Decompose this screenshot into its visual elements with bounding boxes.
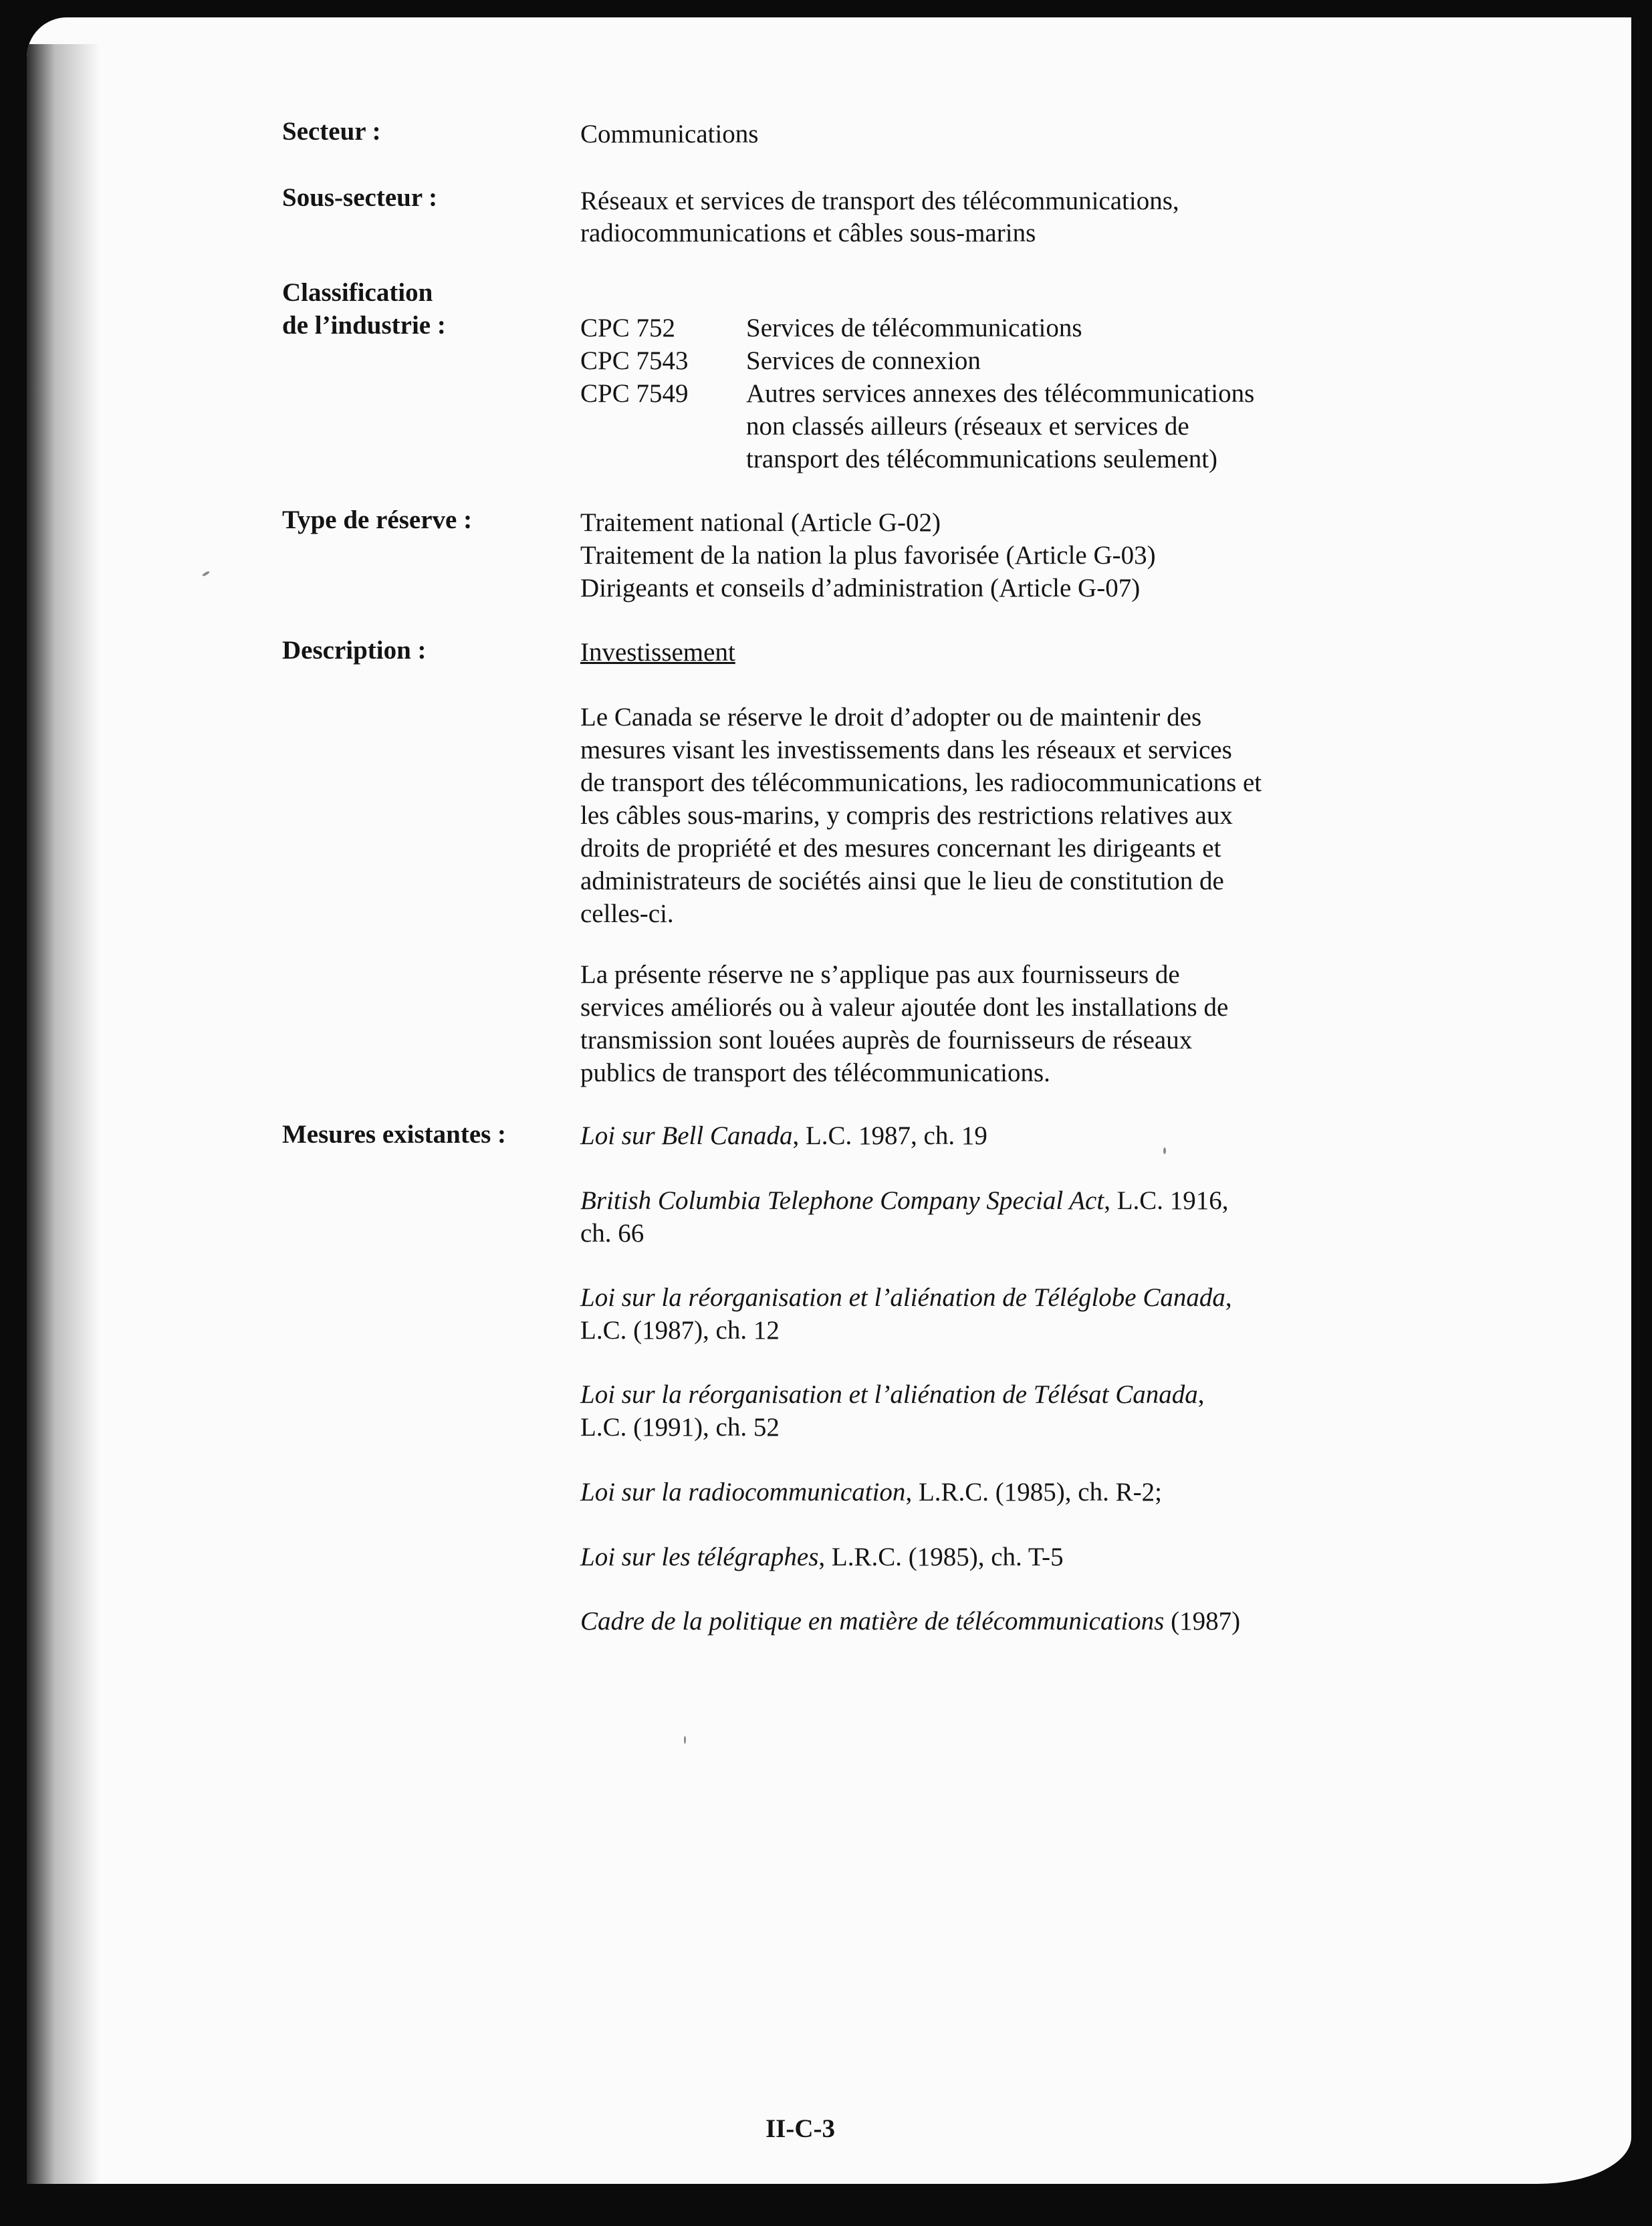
- paragraph-line: Le Canada se réserve le droit d’adopter ou de maintenir des: [580, 703, 1202, 732]
- mesure-citation: ,: [1225, 1283, 1232, 1312]
- scan-speck: [684, 1736, 686, 1744]
- label-classification-line2: de l’industrie :: [282, 311, 446, 340]
- paragraph-line: celles-ci.: [580, 899, 674, 928]
- cpc-code: CPC 7549: [580, 379, 689, 408]
- paragraph-line: les câbles sous-marins, y compris des restrictions relatives aux: [580, 801, 1233, 830]
- cpc-desc: non classés ailleurs (réseaux et services de: [746, 412, 1189, 441]
- label-mesures-existantes: Mesures existantes :: [282, 1120, 507, 1149]
- paragraph-line: de transport des télécommunications, les radiocommunications et: [580, 768, 1262, 797]
- cpc-code: CPC 752: [580, 314, 675, 342]
- mesure-title: Cadre de la politique en matière de télécommunications: [580, 1607, 1165, 1636]
- value-type-reserve-line: Traitement de la nation la plus favorisée (Article G-03): [580, 541, 1156, 570]
- label-type-reserve: Type de réserve :: [282, 506, 473, 534]
- label-classification: Classification: [282, 278, 433, 307]
- label-secteur: Secteur :: [282, 117, 381, 146]
- description-paragraph-1: [580, 701, 1329, 930]
- paragraph-line: La présente réserve ne s’applique pas aux fournisseurs de: [580, 960, 1180, 989]
- mesure-item: [580, 1184, 1229, 1217]
- paragraph-line: services améliorés ou à valeur ajoutée dont les installations de: [580, 993, 1229, 1022]
- description-heading: Investissement: [580, 638, 735, 667]
- scan-speck: [202, 570, 210, 576]
- paragraph-line: transmission sont louées auprès de fournisseurs de réseaux: [580, 1026, 1193, 1054]
- mesure-citation: , L.R.C. (1985), ch. T-5: [818, 1543, 1064, 1571]
- label-description: Description :: [282, 636, 427, 665]
- cpc-code: CPC 7543: [580, 346, 689, 375]
- mesure-citation: , L.C. 1916,: [1104, 1186, 1229, 1215]
- paragraph-line: administrateurs de sociétés ainsi que le lieu de constitution de: [580, 867, 1224, 895]
- mesure-continuation: L.C. (1991), ch. 52: [580, 1413, 780, 1442]
- scan-speck: [1163, 1147, 1166, 1154]
- value-sous-secteur-line: Réseaux et services de transport des télécommunications,: [580, 187, 1179, 215]
- mesure-title: Loi sur les télégraphes: [580, 1543, 819, 1571]
- cpc-desc: Services de connexion: [746, 346, 981, 375]
- description-paragraph-2: [580, 958, 1329, 1089]
- page-number: II-C-3: [765, 2114, 835, 2143]
- mesure-citation: ,: [1197, 1380, 1205, 1409]
- mesure-continuation: ch. 66: [580, 1219, 644, 1248]
- mesure-item: [580, 1605, 1240, 1638]
- mesure-title: Loi sur la réorganisation et l’aliénation de Téléglobe Canada: [580, 1283, 1225, 1312]
- mesure-citation: , L.C. 1987, ch. 19: [792, 1121, 987, 1150]
- mesure-item: [580, 1541, 1064, 1573]
- mesure-citation: (1987): [1164, 1607, 1241, 1636]
- mesure-continuation: L.C. (1987), ch. 12: [580, 1316, 780, 1345]
- value-type-reserve-line: Traitement national (Article G-02): [580, 508, 941, 537]
- mesure-title: Loi sur la réorganisation et l’aliénation de Télésat Canada: [580, 1380, 1198, 1409]
- label-sous-secteur: Sous-secteur :: [282, 183, 438, 212]
- mesure-title: Loi sur Bell Canada: [580, 1121, 793, 1150]
- mesure-title: Loi sur la radiocommunication: [580, 1478, 906, 1507]
- cpc-desc: Services de télécommunications: [746, 314, 1082, 342]
- scan-edge-shadow: [27, 44, 100, 2184]
- value-type-reserve-line: Dirigeants et conseils d’administration (Article G-07): [580, 574, 1141, 602]
- value-secteur: Communications: [580, 120, 759, 148]
- paragraph-line: mesures visant les investissements dans les réseaux et services: [580, 736, 1232, 764]
- cpc-desc: transport des télécommunications seulement): [746, 445, 1218, 473]
- mesure-citation: , L.R.C. (1985), ch. R-2;: [905, 1478, 1162, 1507]
- mesure-item: [580, 1378, 1204, 1411]
- document-page: [27, 17, 1631, 2184]
- mesure-item: [580, 1476, 1162, 1509]
- mesure-item: [580, 1281, 1232, 1314]
- paragraph-line: publics de transport des télécommunications.: [580, 1059, 1050, 1087]
- mesure-item: [580, 1119, 987, 1152]
- mesure-title: British Columbia Telephone Company Special Act: [580, 1186, 1104, 1215]
- value-sous-secteur-line: radiocommunications et câbles sous-marins: [580, 219, 1036, 247]
- cpc-desc: Autres services annexes des télécommunications: [746, 379, 1255, 408]
- paragraph-line: droits de propriété et des mesures concernant les dirigeants et: [580, 834, 1221, 863]
